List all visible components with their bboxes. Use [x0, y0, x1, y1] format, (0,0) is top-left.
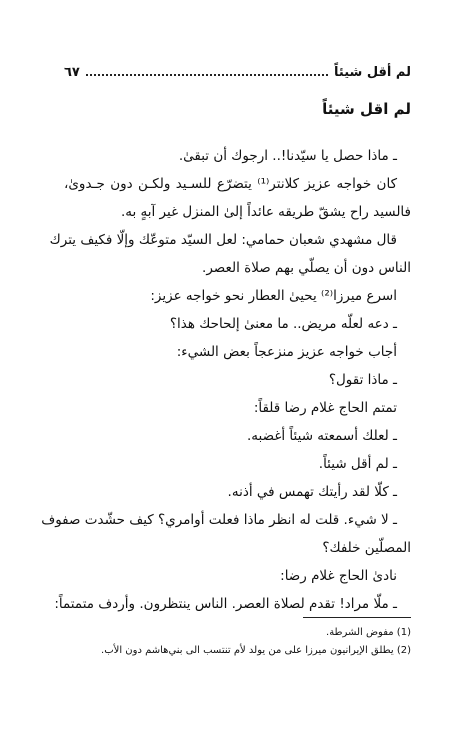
text-line: ـ ماذا حصل يا سيّدنا!.. ارجوك أن تبقىٰ.: [178, 148, 397, 164]
text-line: قال مشهدي شعبان حمامي: لعل السيّد متوعّك وإلّا فكيف يترك: [49, 232, 397, 248]
running-title: لم أقل شيئاً: [334, 65, 411, 80]
text-line: تمتم الحاج غلام رضا قلقاً:: [253, 400, 397, 416]
footnote: (2) يطلق الإيرانيون ميرزا على من يولد لأم تنتسب الى بني‌هاشم دون الأب.: [101, 645, 411, 656]
body-text: [41, 142, 411, 618]
running-header: [64, 64, 411, 80]
text-line: اسرع ميرزا⁽²⁾ يحيىٰ العطار نحو خواجه عزيز:: [150, 288, 397, 304]
text-line: ـ دعه لعلّه مريض.. ما معنىٰ إلحاحك هذا؟: [169, 316, 397, 332]
text-line: نادىٰ الحاج غلام رضا:: [280, 568, 397, 584]
text-line: كان خواجه عزيز كلانتر⁽¹⁾ يتضرّع للسـيد ولكـن دون جـدوىٰ،: [64, 176, 397, 192]
text-line: المصلّين خلفك؟: [322, 540, 411, 556]
page-number: ٦٧: [64, 65, 80, 80]
footnote: (1) مفوض الشرطة.: [326, 627, 411, 638]
text-line: فالسيد راح يشقّ طريقه عائداً إلىٰ المنزل غير آبهٍ به.: [120, 204, 411, 220]
text-line: ـ لا شيء. قلت له انظر ماذا فعلت أوامري؟ كيف حشّدت صفوف: [41, 512, 397, 528]
section-title: لم اقل شيئاً: [322, 100, 411, 118]
footnotes: [64, 624, 411, 660]
text-line: ـ ملّا مراد! تقدم لصلاة العصر. الناس ينتظرون. وأردف متمتماً:: [54, 596, 397, 612]
text-line: ـ ماذا تقول؟: [328, 372, 397, 388]
text-line: ـ لم أقل شيئاً.: [318, 456, 397, 472]
text-line: ـ كلّا لقد رأيتك تهمس في أذنه.: [227, 484, 397, 500]
text-line: أجاب خواجه عزيز منزعجاً بعض الشيء:: [176, 344, 397, 360]
footnote-separator: [303, 617, 411, 618]
text-line: الناس دون أن يصلّي بهم صلاة العصر.: [202, 260, 411, 276]
dotted-leader: [86, 64, 328, 76]
text-line: ـ لعلك أسمعته شيئاً أغضبه.: [247, 428, 397, 444]
